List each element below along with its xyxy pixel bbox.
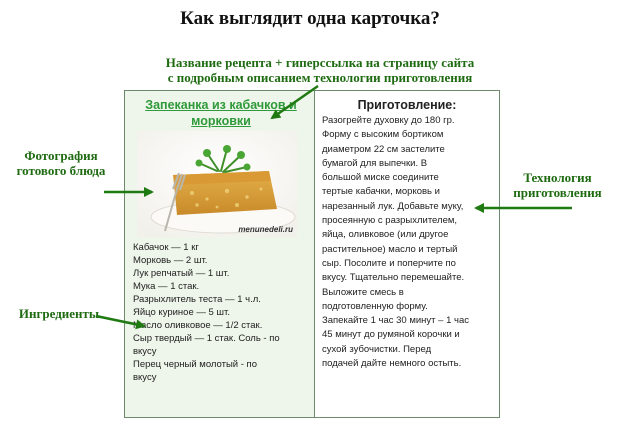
annotation-photo-line1: Фотография [24,148,98,163]
preparation-line: яйца, оливковое (или другое [322,229,449,241]
preparation-line: тертые кабачки, морковь и [322,186,440,198]
annotation-recipe-name-line1: Название рецепта + гиперссылка на страницу сайта [165,55,475,70]
preparation-line: нарезанный лук. Добавьте муку, [322,200,464,212]
recipe-title-line1: Запеканка из кабачков и [145,98,297,112]
preparation-line: 45 минут до румяной корочки и [322,329,460,341]
preparation-line: сыр. Посолите и поперчите по [322,257,456,269]
annotation-recipe-name [110,55,530,85]
ingredient-item: Разрыхлитель теста — 1 ч.л. [133,294,261,305]
preparation-line: Форму с высоким бортиком [322,129,444,141]
preparation-line: Разогрейте духовку до 180 гр. [322,115,455,126]
annotation-technology-line1: Технология [523,170,592,185]
annotation-photo-line2: готового блюда [16,163,106,178]
preparation-line: подачей дайте немного остыть. [322,358,462,370]
preparation-line: бумагой для выпечки. В [322,157,428,169]
recipe-title-link[interactable] [131,97,311,129]
ingredient-item: Морковь — 2 шт. [133,255,208,266]
ingredient-item: Мука — 1 стак. [133,281,200,292]
annotation-technology [500,170,615,200]
ingredient-item: Лук репчатый — 1 шт. [133,268,230,279]
dish-photo [137,131,297,237]
ingredient-item: вкусу [133,372,157,383]
preparation-text [322,114,494,371]
preparation-title: Приготовление: [357,98,457,112]
recipe-card [124,90,500,418]
preparation-line: большой миске соедините [322,172,439,184]
card-left-column [125,91,315,417]
ingredient-item: Кабачок — 1 кг [133,242,199,253]
preparation-line: вкусу. Тщательно перемешайте. [322,272,465,284]
preparation-line: диаметром 22 см застелите [322,143,445,155]
ingredients-list [133,241,311,384]
preparation-line: просеянную с разрыхлителем, [322,215,458,227]
preparation-line: сухой зубочистки. Перед [322,343,432,355]
ingredient-item: Яйцо куриное — 5 шт. [133,307,230,318]
annotation-ingredients: Ингредиенты [18,306,100,321]
preparation-line: подготовленную форму. [322,300,428,312]
preparation-line: Выложите смесь в [322,286,404,298]
ingredient-item: Перец черный молотый - по [133,359,257,370]
page-title: Как выглядит одна карточка? [180,8,440,29]
casserole-photo-icon [137,131,297,237]
card-right-column [315,91,499,417]
preparation-line: Запекайте 1 час 30 минут – 1 час [322,315,469,327]
recipe-title-line2: морковки [191,114,251,128]
ingredient-item: Масло оливковое — 1/2 стак. [133,320,263,331]
annotation-photo [6,148,116,178]
preparation-line: растительное) масло и тертый [322,243,458,255]
photo-watermark: menunedeli.ru [238,225,293,234]
ingredient-item: Сыр твердый — 1 стак. Соль - по [133,333,280,344]
ingredient-item: вкусу [133,346,157,357]
annotation-technology-line2: приготовления [513,185,602,200]
annotation-recipe-name-line2: с подробным описанием технологии приготовления [167,70,473,85]
